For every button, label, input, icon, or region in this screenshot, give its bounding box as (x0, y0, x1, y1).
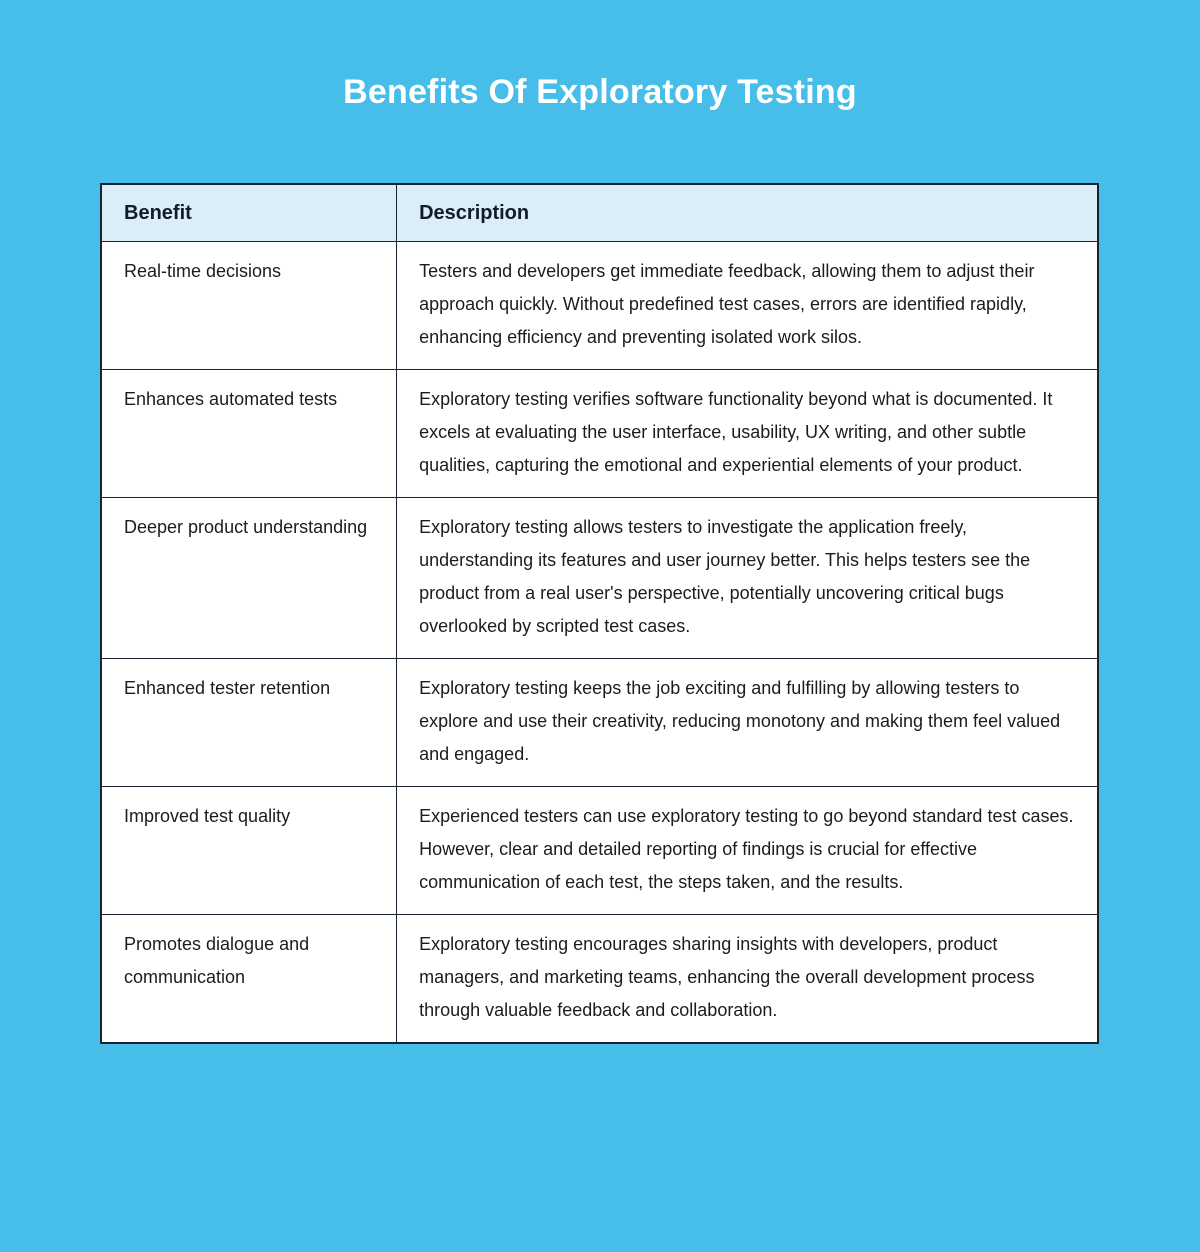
table-header-row (101, 184, 1098, 242)
benefits-table (100, 183, 1099, 1044)
description-cell: Testers and developers get immediate feedback, allowing them to adjust their approach quickly. Without predefined test cases, errors are identified rapidly, enhancing efficiency and preventing isolated work silos. (397, 242, 1098, 370)
description-cell: Exploratory testing verifies software functionality beyond what is documented. It excels at evaluating the user interface, usability, UX writing, and other subtle qualities, capturing the emotional and experiential elements of your product. (397, 370, 1098, 498)
description-cell: Exploratory testing allows testers to investigate the application freely, understanding its features and user journey better. This helps testers see the product from a real user's perspective, potentially uncovering critical bugs overlooked by scripted test cases. (397, 498, 1098, 659)
header-cell-description: Description (397, 184, 1098, 242)
table-row (101, 915, 1098, 1044)
table-row (101, 242, 1098, 370)
benefit-cell: Promotes dialogue and communication (101, 915, 397, 1044)
page-title: Benefits Of Exploratory Testing (343, 73, 857, 111)
table-row (101, 498, 1098, 659)
description-cell: Exploratory testing encourages sharing insights with developers, product managers, and marketing teams, enhancing the overall development process through valuable feedback and collaboration. (397, 915, 1098, 1044)
benefit-cell: Real-time decisions (101, 242, 397, 370)
benefit-cell: Deeper product understanding (101, 498, 397, 659)
benefit-cell: Enhanced tester retention (101, 659, 397, 787)
table-row (101, 659, 1098, 787)
table-row (101, 787, 1098, 915)
header-cell-benefit: Benefit (101, 184, 397, 242)
description-cell: Experienced testers can use exploratory testing to go beyond standard test cases. However, clear and detailed reporting of findings is crucial for effective communication of each test, the steps taken, and the results. (397, 787, 1098, 915)
description-cell: Exploratory testing keeps the job exciting and fulfilling by allowing testers to explore and use their creativity, reducing monotony and making them feel valued and engaged. (397, 659, 1098, 787)
benefit-cell: Improved test quality (101, 787, 397, 915)
table-row (101, 370, 1098, 498)
benefit-cell: Enhances automated tests (101, 370, 397, 498)
